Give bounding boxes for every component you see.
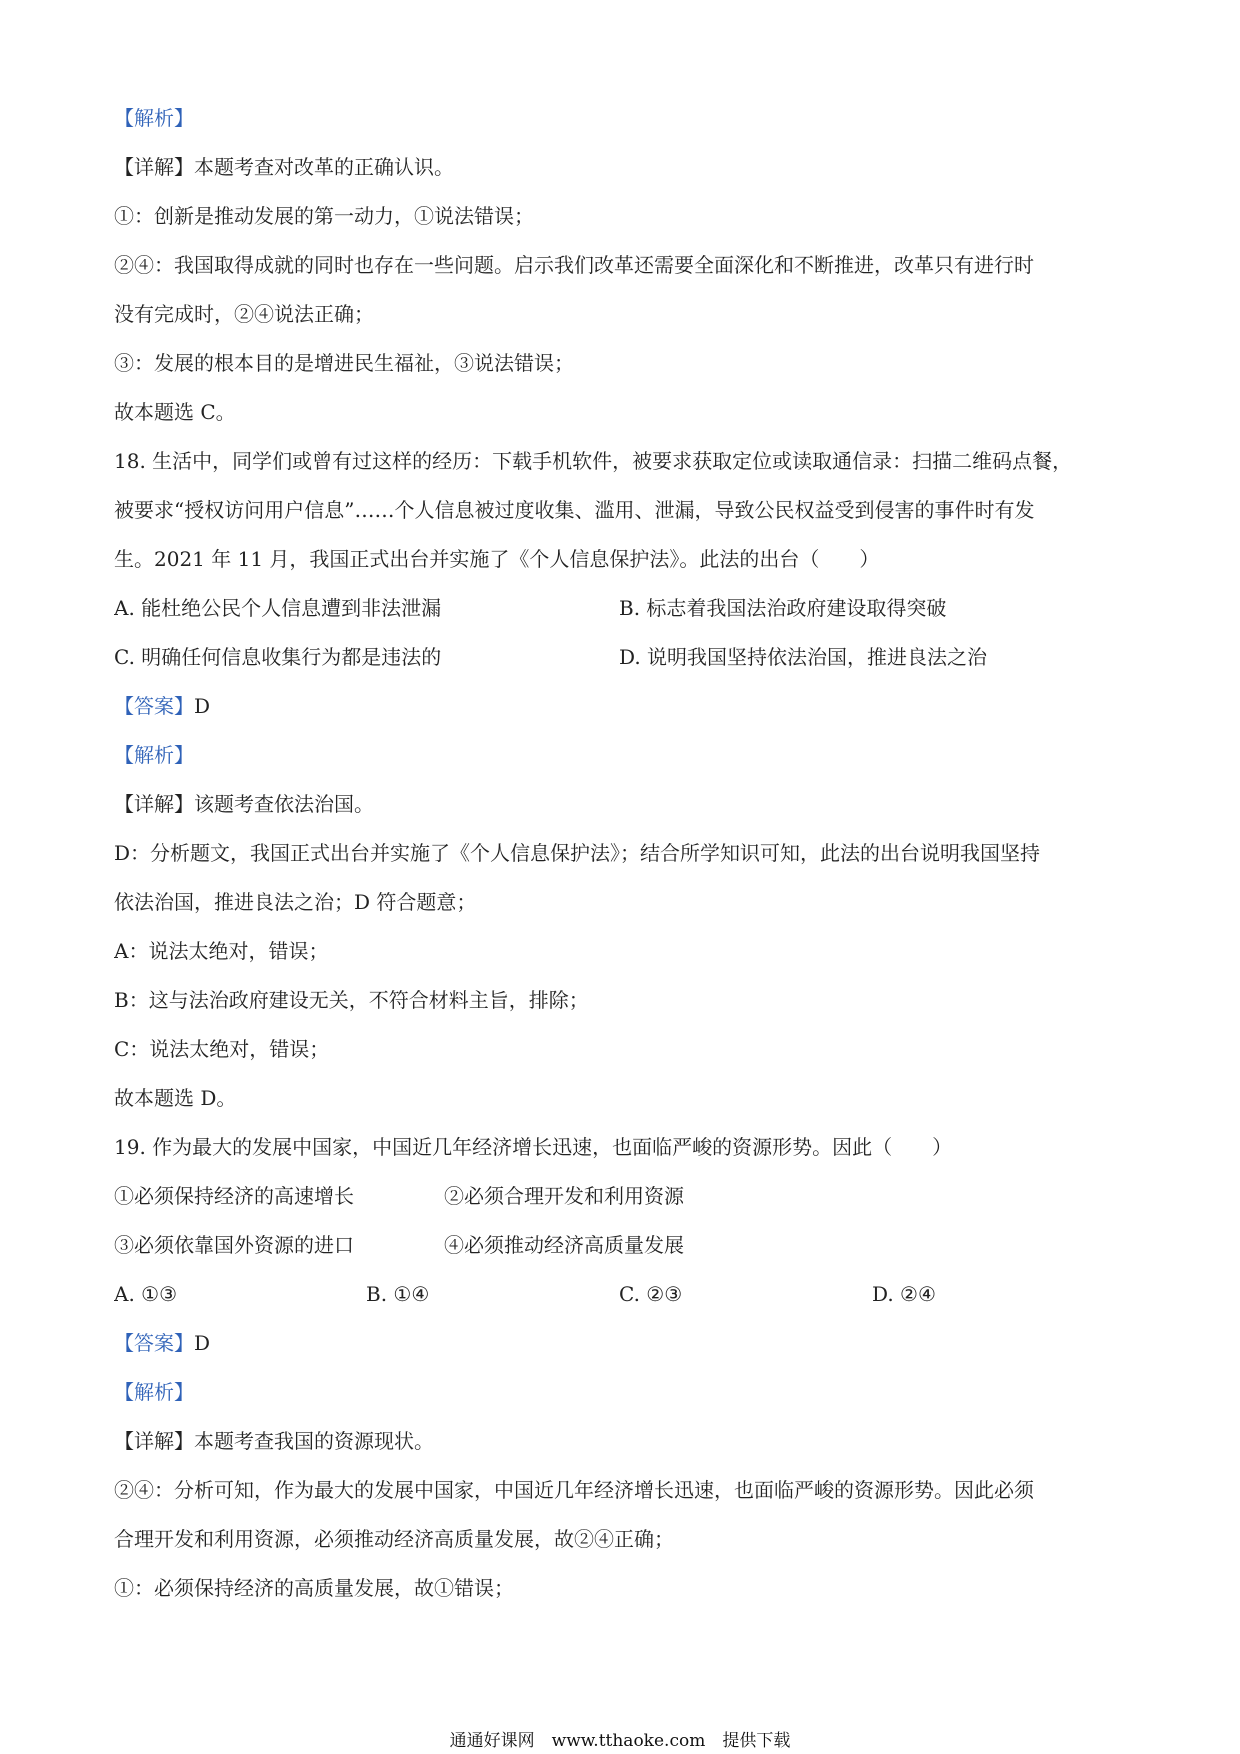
q18-explanation-line: A：说法太绝对，错误； bbox=[114, 939, 329, 963]
answer-value: D bbox=[194, 1331, 211, 1355]
analysis-tag: 【解析】 bbox=[114, 106, 194, 130]
q17-explanation-line: 没有完成时，②④说法正确； bbox=[114, 302, 374, 326]
q18-explanation-line: C：说法太绝对，错误； bbox=[114, 1037, 330, 1061]
q17-detail-heading bbox=[114, 143, 1134, 192]
q19-option-a: A. ①③ bbox=[114, 1282, 178, 1306]
page-footer: 通通好课网 www.tthaoke.com 提供下载 bbox=[449, 1731, 791, 1751]
detail-text: 本题考查我国的资源现状。 bbox=[194, 1429, 434, 1453]
answer-tag: 【答案】 bbox=[114, 694, 194, 718]
q19-items-row bbox=[114, 1172, 1134, 1221]
q19-answer bbox=[114, 1319, 1134, 1368]
q19-item-2: ②必须合理开发和利用资源 bbox=[444, 1184, 684, 1208]
q18-explanation-line: D：分析题文，我国正式出台并实施了《个人信息保护法》；结合所学知识可知，此法的出台说明我国坚持 bbox=[114, 841, 1041, 865]
q18-stem-line: 被要求“授权访问用户信息”……个人信息被过度收集、滥用、泄漏，导致公民权益受到侵害的事件时有发 bbox=[114, 498, 1035, 522]
answer-tag: 【答案】 bbox=[114, 1331, 194, 1355]
q19-explanation-line: ①：必须保持经济的高质量发展，故①错误； bbox=[114, 1576, 514, 1600]
q17-explanation-line: ①：创新是推动发展的第一动力，①说法错误； bbox=[114, 204, 534, 228]
q18-stem-line: 生。2021 年 11 月，我国正式出台并实施了《个人信息保护法》。此法的出台（ ） bbox=[114, 547, 880, 571]
q17-explanation-line: ②④：我国取得成就的同时也存在一些问题。启示我们改革还需要全面深化和不断推进，改革只有进行时 bbox=[114, 253, 1034, 277]
q17-conclusion: 故本题选 C。 bbox=[114, 400, 236, 424]
q19-option-d: D. ②④ bbox=[872, 1282, 936, 1306]
analysis-tag: 【解析】 bbox=[114, 1380, 194, 1404]
q18-answer bbox=[114, 682, 1134, 731]
q19-detail-heading bbox=[114, 1417, 1134, 1466]
q18-stem-line: 18. 生活中，同学们或曾有过这样的经历：下载手机软件，被要求获取定位或读取通信录：扫描二维码点餐， bbox=[114, 449, 1073, 473]
q19-options-row bbox=[114, 1270, 1134, 1319]
q19-items-row bbox=[114, 1221, 1134, 1270]
q19-stem: 19. 作为最大的发展中国家，中国近几年经济增长迅速，也面临严峻的资源形势。因此（ ） bbox=[114, 1135, 953, 1159]
answer-value: D bbox=[194, 694, 211, 718]
q19-item-3: ③必须依靠国外资源的进口 bbox=[114, 1233, 354, 1257]
detail-text: 该题考查依法治国。 bbox=[194, 792, 374, 816]
q19-option-c: C. ②③ bbox=[619, 1282, 683, 1306]
analysis-tag: 【解析】 bbox=[114, 743, 194, 767]
q19-explanation-line: ②④：分析可知，作为最大的发展中国家，中国近几年经济增长迅速，也面临严峻的资源形势。因此必须 bbox=[114, 1478, 1034, 1502]
q19-item-4: ④必须推动经济高质量发展 bbox=[444, 1233, 684, 1257]
q18-explanation-line: B：这与法治政府建设无关，不符合材料主旨，排除； bbox=[114, 988, 589, 1012]
q19-item-1: ①必须保持经济的高速增长 bbox=[114, 1184, 354, 1208]
q18-detail-heading bbox=[114, 780, 1134, 829]
q18-option-b: B. 标志着我国法治政府建设取得突破 bbox=[619, 596, 947, 620]
detail-text: 本题考查对改革的正确认识。 bbox=[194, 155, 454, 179]
q18-option-a: A. 能杜绝公民个人信息遭到非法泄漏 bbox=[114, 596, 442, 620]
q18-options-row bbox=[114, 633, 1134, 682]
q18-options-row bbox=[114, 584, 1134, 633]
q19-analysis-heading bbox=[114, 1368, 1134, 1417]
q18-analysis-heading bbox=[114, 731, 1134, 780]
q18-explanation-line: 依法治国，推进良法之治；D 符合题意； bbox=[114, 890, 477, 914]
detail-tag: 【详解】 bbox=[114, 1429, 194, 1453]
q18-conclusion: 故本题选 D。 bbox=[114, 1086, 237, 1110]
detail-tag: 【详解】 bbox=[114, 792, 194, 816]
q18-option-d: D. 说明我国坚持依法治国，推进良法之治 bbox=[619, 645, 988, 669]
q18-option-c: C. 明确任何信息收集行为都是违法的 bbox=[114, 645, 442, 669]
q19-explanation-line: 合理开发和利用资源，必须推动经济高质量发展，故②④正确； bbox=[114, 1527, 674, 1551]
detail-tag: 【详解】 bbox=[114, 155, 194, 179]
q19-option-b: B. ①④ bbox=[366, 1282, 430, 1306]
q17-explanation-line: ③：发展的根本目的是增进民生福祉，③说法错误； bbox=[114, 351, 574, 375]
q17-analysis-heading bbox=[114, 94, 1134, 143]
